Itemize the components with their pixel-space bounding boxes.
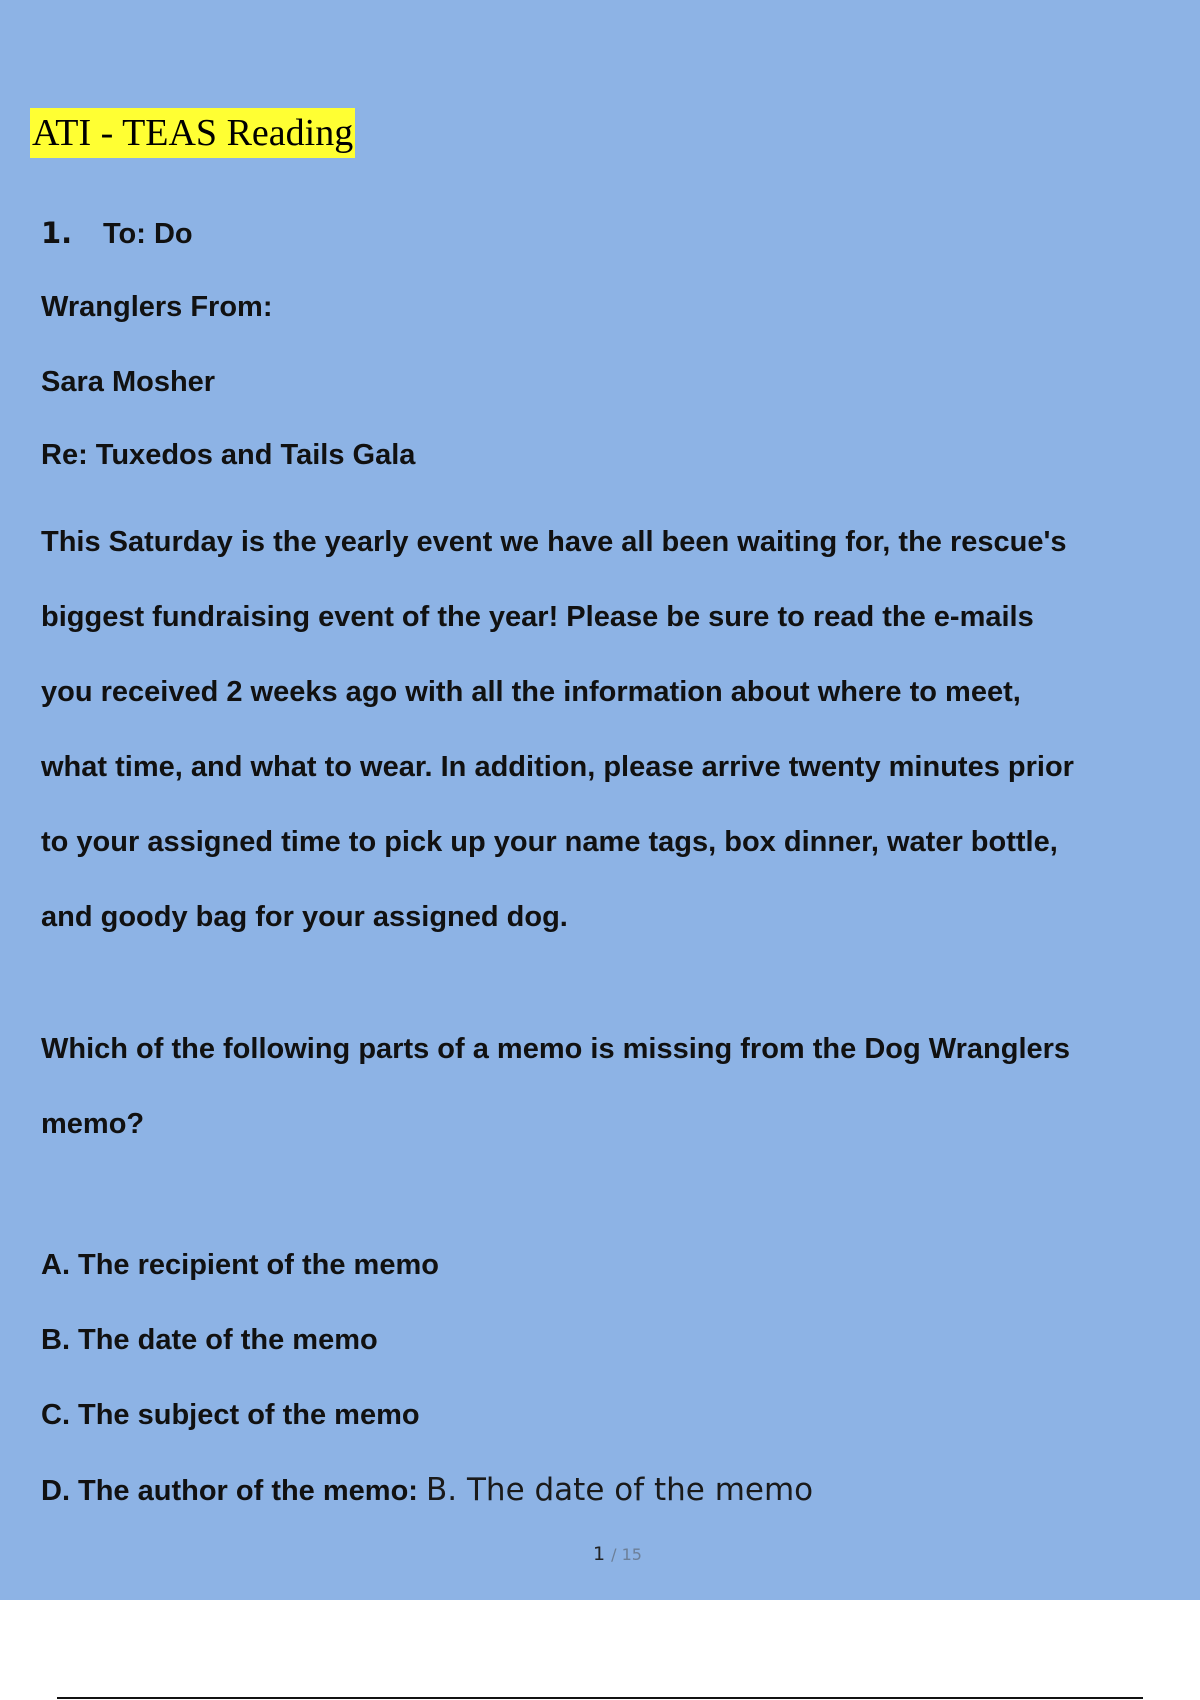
option-letter: A.: [41, 1249, 70, 1281]
option-letter: B.: [41, 1324, 70, 1356]
page-divider: [57, 1697, 1143, 1699]
option-b: [41, 1324, 378, 1357]
option-a: [41, 1249, 439, 1282]
memo-body-line: what time, and what to wear. In addition, please arrive twenty minutes prior: [41, 751, 1074, 783]
option-text: The recipient of the memo: [78, 1249, 439, 1281]
page-total: / 15: [611, 1545, 642, 1564]
memo-body-line: you received 2 weeks ago with all the information about where to meet,: [41, 676, 1021, 708]
question-text-line: Which of the following parts of a memo is missing from the Dog Wranglers: [41, 1033, 1071, 1065]
option-letter: D.: [41, 1475, 70, 1507]
option-letter: C.: [41, 1399, 70, 1431]
option-c: [41, 1399, 420, 1432]
memo-body-line: to your assigned time to pick up your name tags, box dinner, water bottle,: [41, 826, 1058, 858]
memo-body: [41, 505, 1193, 955]
memo-to-text: To: Do: [103, 218, 193, 250]
page-indicator: [0, 1543, 1200, 1565]
question-text-line: memo?: [41, 1108, 145, 1140]
document-title: ATI - TEAS Reading: [30, 108, 355, 158]
memo-body-line: and goody bag for your assigned dog.: [41, 901, 568, 933]
memo-subject-line: Re: Tuxedos and Tails Gala: [41, 439, 416, 471]
option-text: The author of the memo:: [78, 1475, 418, 1507]
page-current: 1: [593, 1543, 606, 1565]
memo-to-line: [41, 216, 193, 251]
question-number: 1.: [41, 216, 73, 250]
memo-author-line: Sara Mosher: [41, 366, 216, 398]
memo-body-line: This Saturday is the yearly event we have all been waiting for, the rescue's: [41, 526, 1067, 558]
option-text: The subject of the memo: [78, 1399, 420, 1431]
answer-text: B. The date of the memo: [426, 1472, 814, 1508]
memo-body-line: biggest fundraising event of the year! Please be sure to read the e-mails: [41, 601, 1034, 633]
option-text: The date of the memo: [78, 1324, 378, 1356]
memo-from-line: Wranglers From:: [41, 291, 273, 323]
option-d: [41, 1472, 813, 1508]
